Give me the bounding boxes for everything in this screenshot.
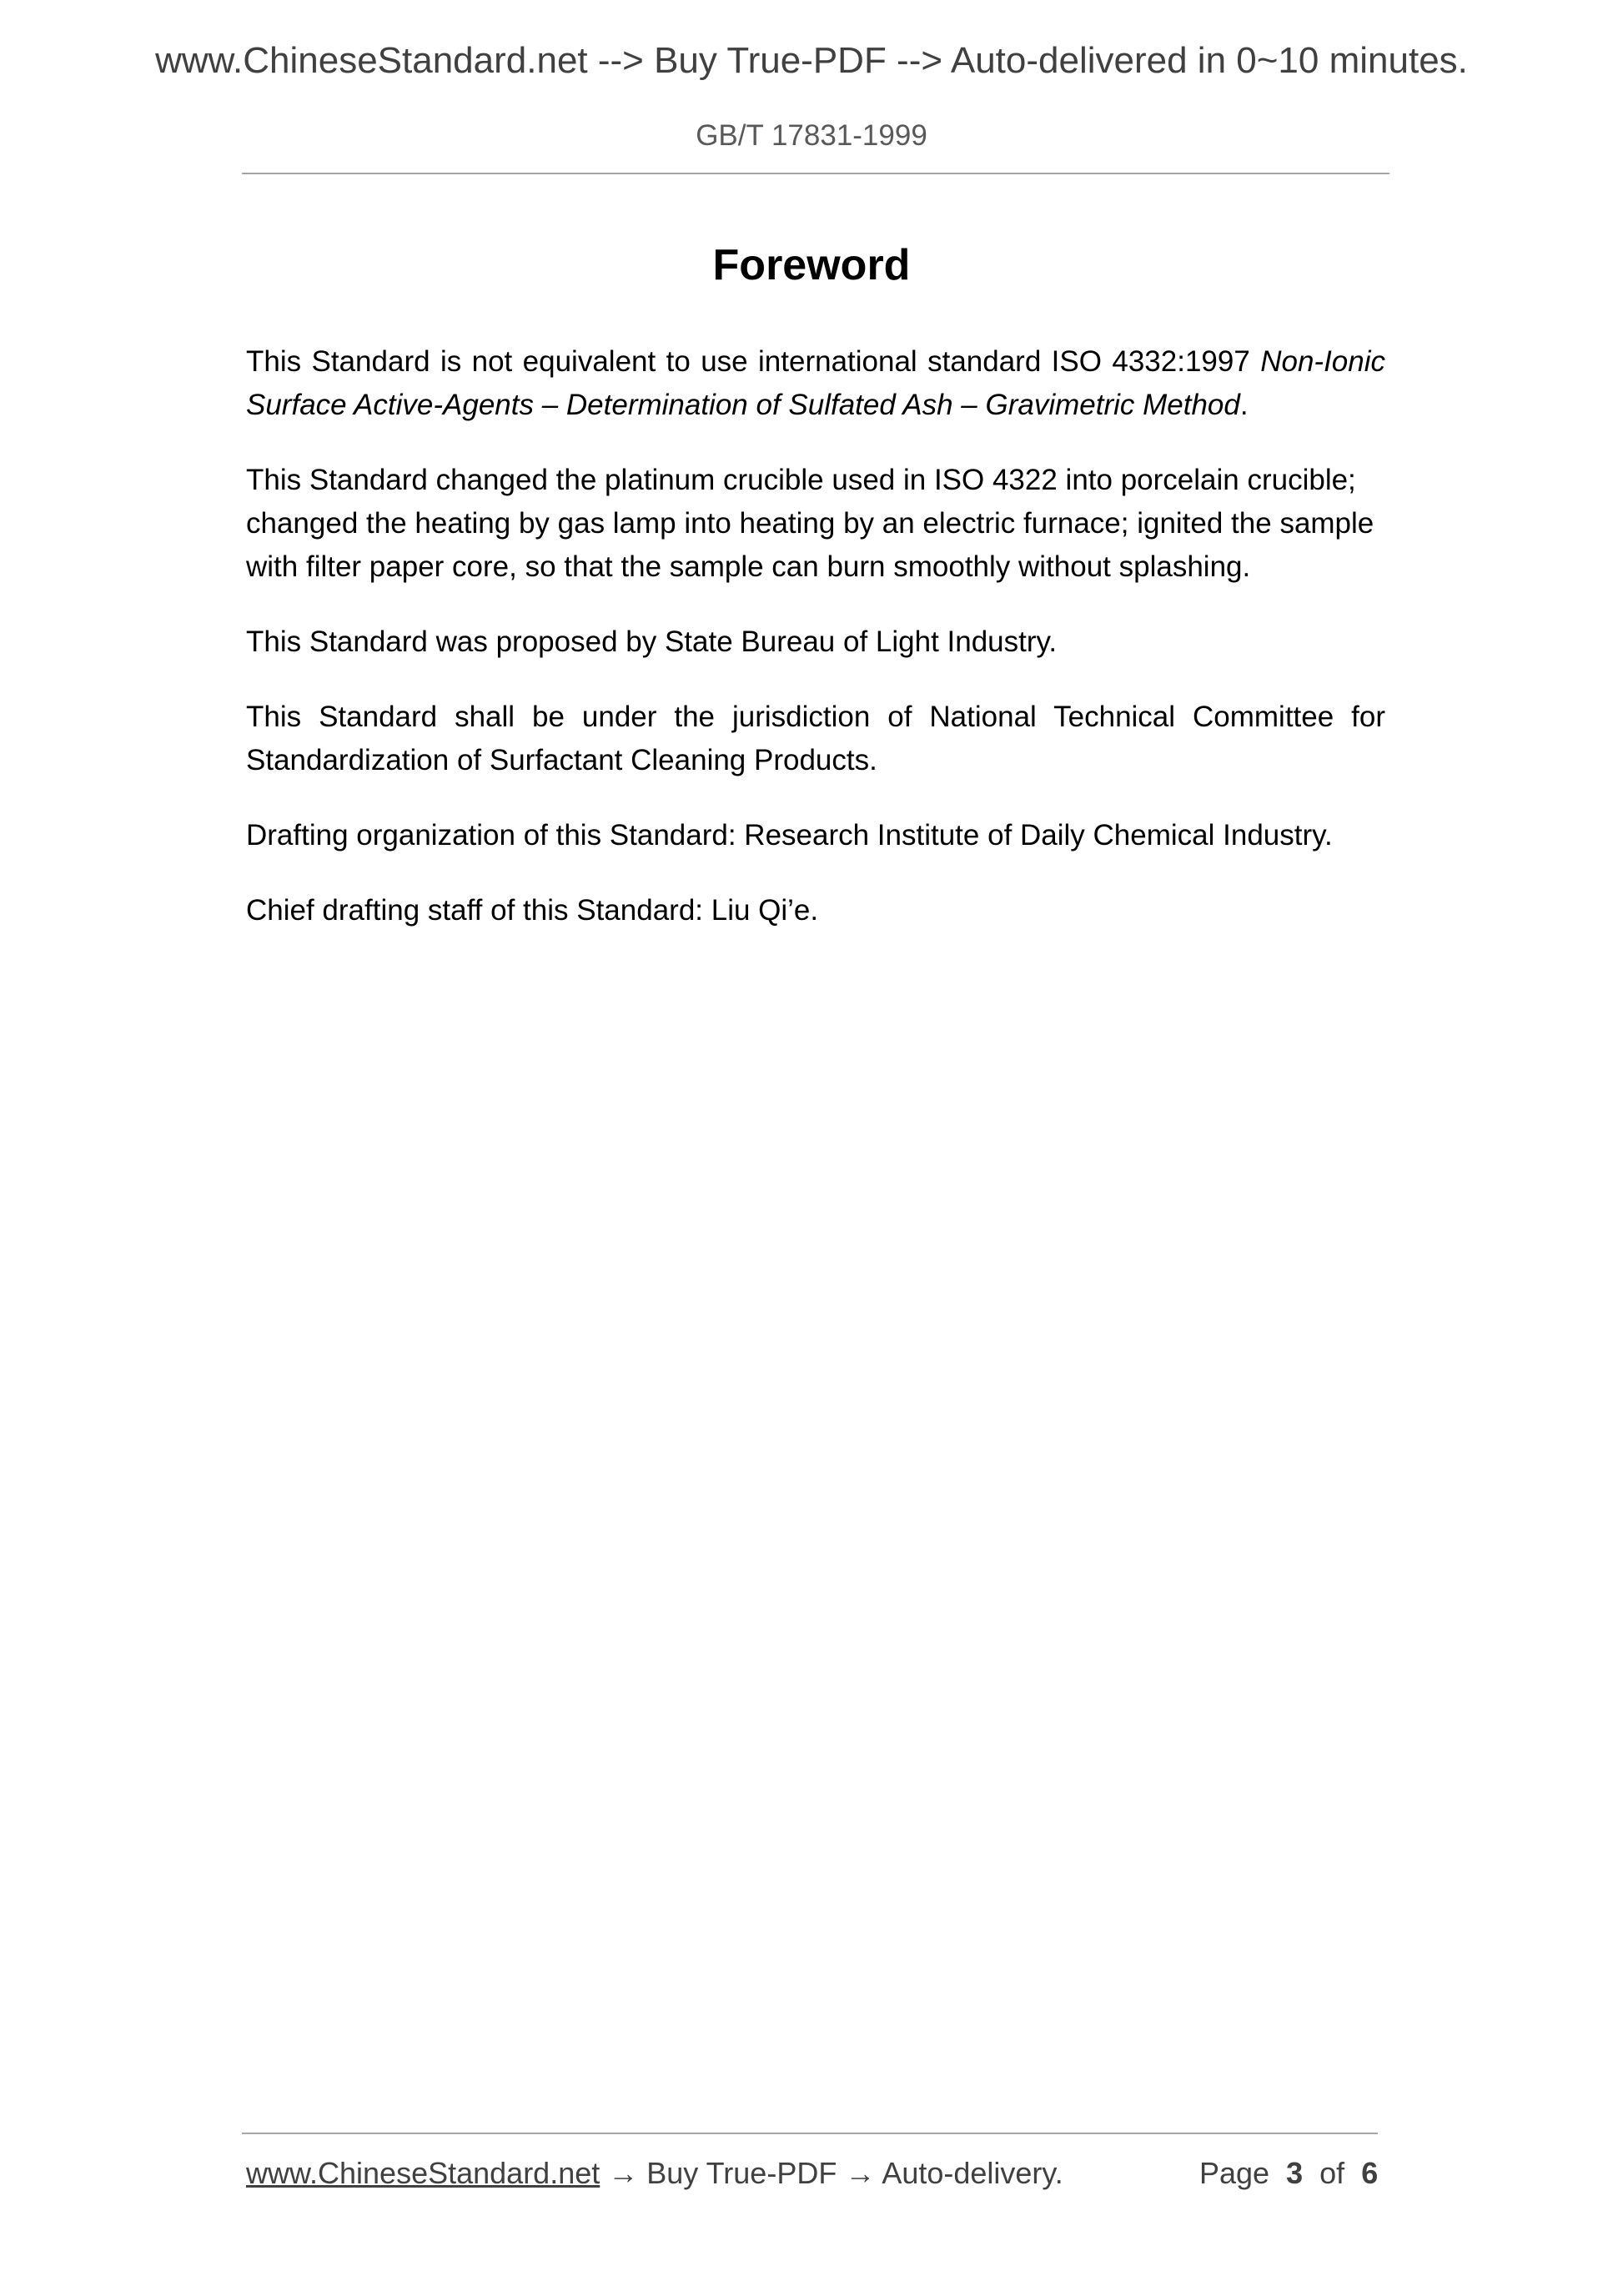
footer-divider (242, 2133, 1378, 2134)
paragraph-drafting-organization: Drafting organization of this Standard: Research Institute of Daily Chemical Industry. (246, 819, 1333, 852)
page-indicator (1199, 2156, 1378, 2191)
header-divider (242, 173, 1389, 174)
site-banner: www.ChineseStandard.net --> Buy True-PDF --> Auto-delivered in 0~10 minutes. (155, 40, 1468, 81)
page-total: 6 (1361, 2156, 1379, 2190)
document-code: GB/T 17831-1999 (696, 119, 927, 152)
footer-site-link[interactable]: www.ChineseStandard.net (246, 2156, 600, 2190)
paragraph-proposed-by: This Standard was proposed by State Bureau of Light Industry. (246, 625, 1058, 658)
page-label: Page (1199, 2156, 1270, 2190)
paragraph-changes: This Standard changed the platinum crucible used in ISO 4322 into porcelain crucible; changed the heating by gas lamp into heating by an electric furnace; ignited the sample with filter paper core, so that the sample can burn smoothly without splashing. (246, 464, 1374, 583)
foreword-body (246, 340, 1385, 964)
paragraph-drafting-staff: Chief drafting staff of this Standard: Liu Qi’e. (246, 894, 819, 927)
paragraph-equivalence (246, 340, 1385, 427)
of-label: of (1319, 2156, 1345, 2190)
paragraph-jurisdiction: This Standard shall be under the jurisdiction of National Technical Committee for Standardization of Surfactant Cleaning Products. (246, 701, 1385, 776)
paragraph-equivalence-end: . (1239, 389, 1249, 421)
page-current: 3 (1286, 2156, 1304, 2190)
paragraph-equivalence-text: This Standard is not equivalent to use international standard ISO 4332:1997 (246, 345, 1261, 378)
page-title: Foreword (712, 241, 911, 289)
footer-trail: → Buy True-PDF → Auto-delivery. (600, 2156, 1063, 2190)
footer-link-line (246, 2156, 1063, 2191)
iso-standard-title: Non-Ionic Surface Active-Agents – Determination of Sulfated Ash – Gravimetric Method (246, 345, 1385, 421)
